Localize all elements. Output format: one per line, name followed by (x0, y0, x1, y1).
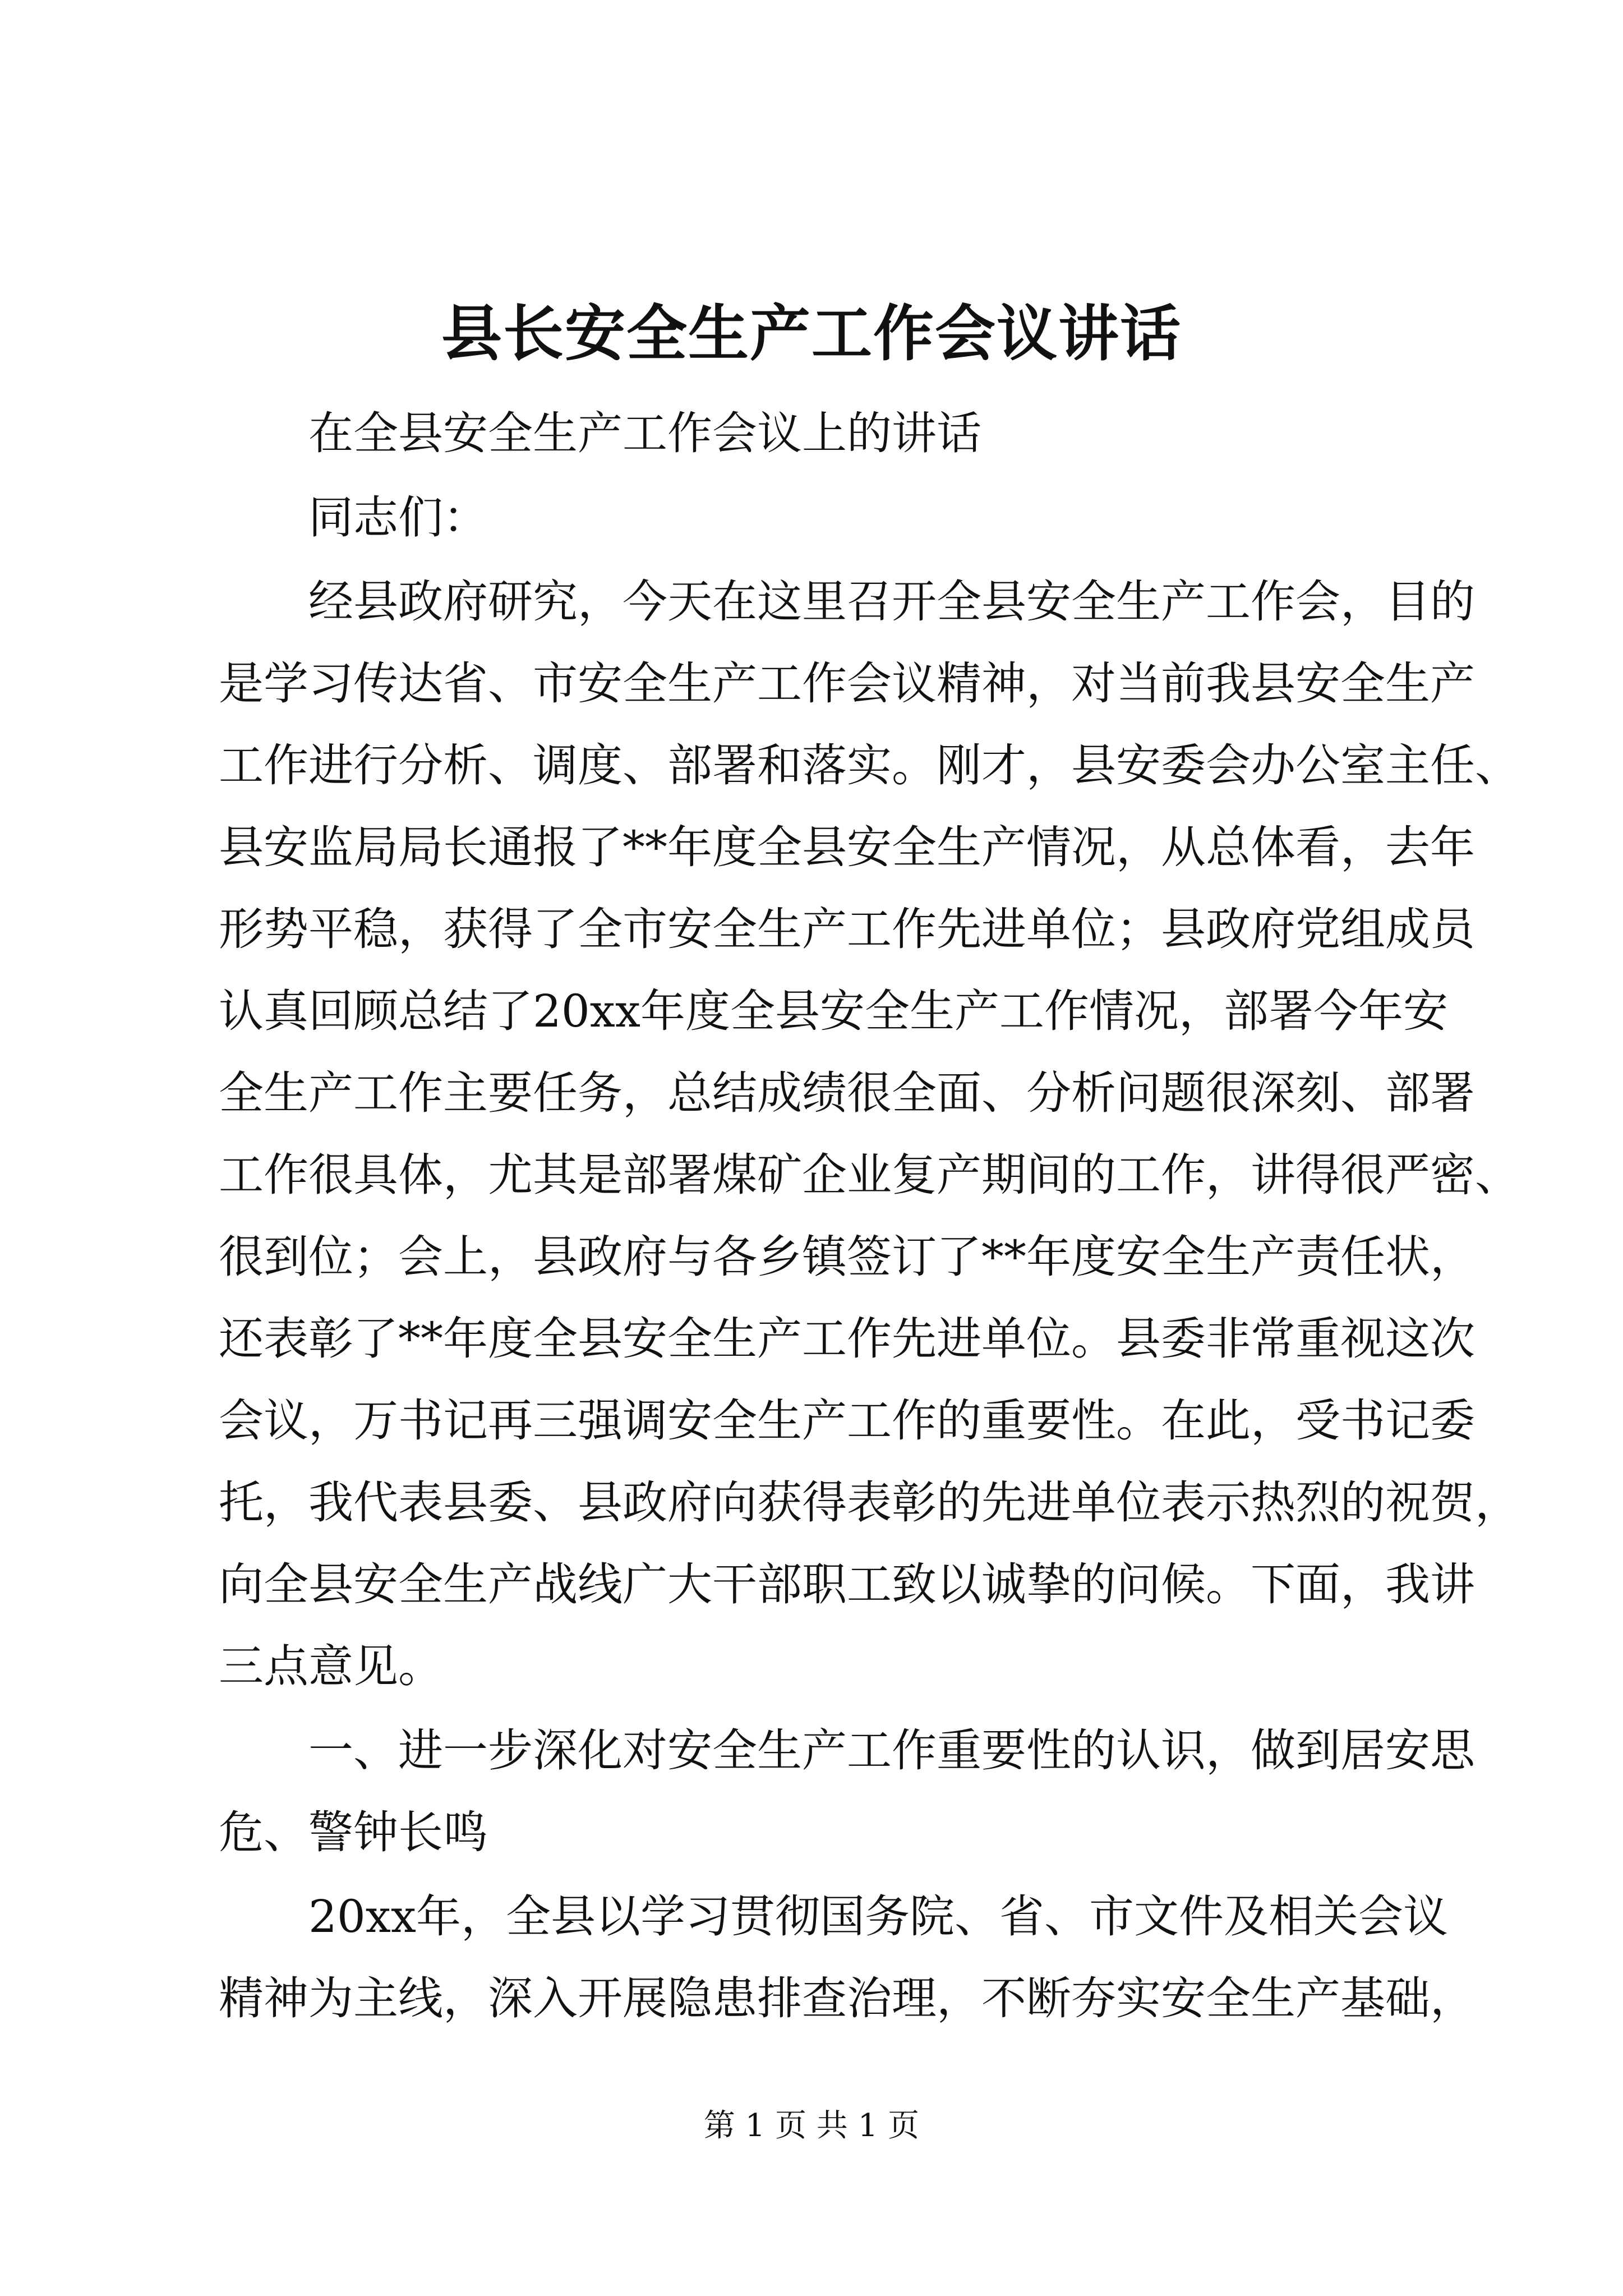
paragraph-1-line: 工作进行分析、调度、部署和落实。刚才，县安委会办公室主任、 (219, 739, 1520, 792)
paragraph-1-line: 三点意见。 (219, 1640, 443, 1692)
paragraph-1-line: 很到位；会上，县政府与各乡镇签订了**年度安全生产责任状， (219, 1231, 1475, 1283)
section-heading-1 (219, 1710, 1475, 1874)
salutation: 同志们： (308, 491, 488, 544)
paragraph-2 (219, 1876, 1475, 2040)
paragraph-1-line: 还表彰了**年度全县安全生产工作先进单位。县委非常重视这次 (219, 1313, 1475, 1365)
paragraph-1-line: 经县政府研究，今天在这里召开全县安全生产工作会，目的 (308, 576, 1475, 628)
paragraph-1-line: 会议，万书记再三强调安全生产工作的重要性。在此，受书记委 (219, 1395, 1475, 1447)
paragraph-1-line: 是学习传达省、市安全生产工作会议精神，对当前我县安全生产 (219, 657, 1475, 710)
paragraph-1-line: 认真回顾总结了20xx年度全县安全生产工作情况，部署今年安 (219, 985, 1449, 1037)
section-heading-line: 危、警钟长鸣 (219, 1806, 488, 1858)
paragraph-1 (219, 561, 1520, 1708)
paragraph-2-line: 20xx年，全县以学习贯彻国务院、省、市文件及相关会议 (308, 1890, 1449, 1943)
paragraph-1-line: 向全县安全生产战线广大干部职工致以诚挚的问候。下面，我讲 (219, 1558, 1475, 1611)
section-heading-line: 一、进一步深化对安全生产工作重要性的认识，做到居安思 (308, 1724, 1475, 1777)
paragraph-1-line: 工作很具体，尤其是部署煤矿企业复产期间的工作，讲得很严密、 (219, 1149, 1520, 1201)
paragraph-1-line: 县安监局局长通报了**年度全县安全生产情况，从总体看，去年 (219, 821, 1475, 873)
subtitle: 在全县安全生产工作会议上的讲话 (308, 407, 981, 459)
page-number: 第 1 页 共 1 页 (703, 2108, 920, 2144)
paragraph-1-line: 全生产工作主要任务，总结成绩很全面、分析问题很深刻、部署 (219, 1067, 1475, 1119)
paragraph-2-line: 精神为主线，深入开展隐患排查治理，不断夯实安全生产基础， (219, 1972, 1475, 2024)
document-body (219, 393, 1520, 2040)
paragraph-1-line: 形势平稳，获得了全市安全生产工作先进单位；县政府党组成员 (219, 903, 1475, 955)
document-title: 县长安全生产工作会议讲话 (441, 298, 1182, 369)
paragraph-1-line: 托，我代表县委、县政府向获得表彰的先进单位表示热烈的祝贺， (219, 1476, 1520, 1529)
